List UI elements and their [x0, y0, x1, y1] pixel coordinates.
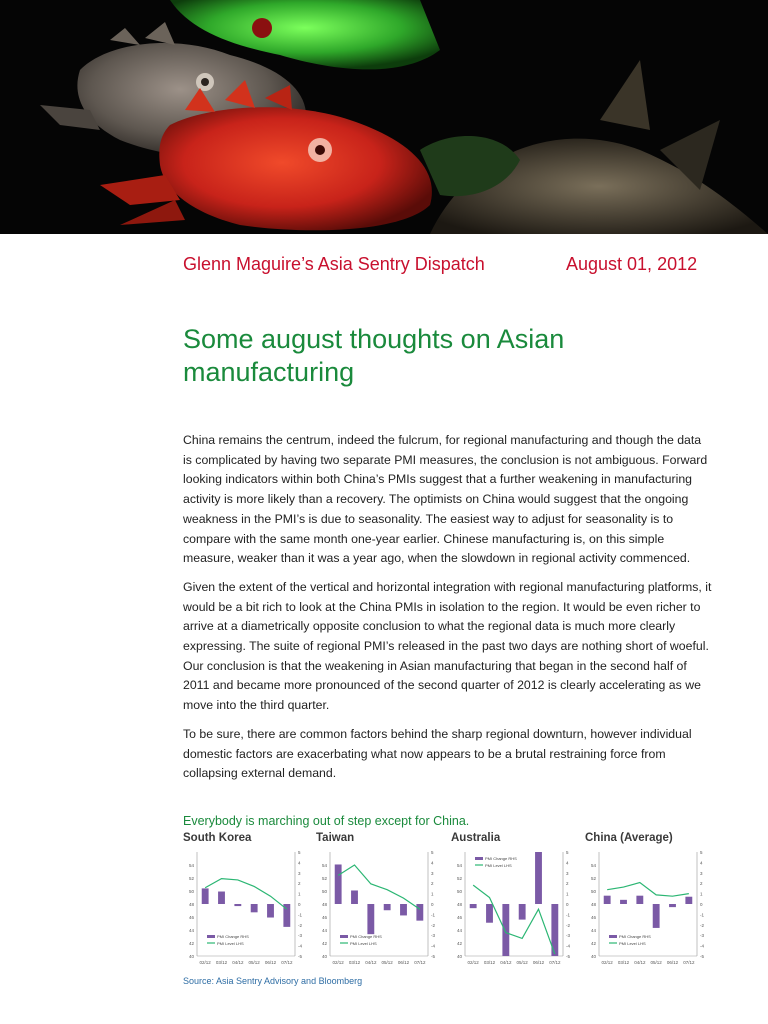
- bar-pmi-change: [620, 900, 627, 904]
- dispatch-name: Glenn Maguire’s Asia Sentry Dispatch: [183, 254, 485, 274]
- legend-label: PMI Level LHS: [350, 941, 377, 946]
- right-tick-label: 3: [431, 870, 434, 876]
- chart-panel-china-average: [585, 832, 715, 972]
- right-tick-label: 5: [298, 850, 301, 855]
- right-tick-label: -2: [700, 922, 705, 928]
- chart-title: South Korea: [183, 832, 252, 844]
- bar-pmi-change: [685, 897, 692, 904]
- right-tick-label: 2: [700, 881, 703, 887]
- left-tick-label: 44: [321, 928, 327, 933]
- right-tick-label: -2: [566, 922, 571, 928]
- right-tick-label: -3: [431, 933, 436, 939]
- x-tick-label: 04/12: [365, 960, 377, 965]
- right-tick-label: 4: [566, 860, 569, 866]
- chart-panel-south-korea: [183, 832, 313, 972]
- paragraph: Given the extent of the vertical and horizontal integration with regional manufacturing platforms, it would be a bit rich to look at the China PMIs in isolation to the region. It would be even richer to arrive at a diametrically opposite conclusion to what the regional data is much more clearly expressing. The suite of regional PMI’s released in the past two days are nothing short of woeful. Our conclusion is that the weakening in Asian manufacturing that began in the second half of 2011 and became more pronounced of the second quarter of 2012 is clearly accelerating as we move into the third quarter.: [183, 579, 712, 713]
- right-tick-label: 2: [566, 881, 569, 887]
- left-tick-label: 50: [188, 889, 194, 894]
- x-tick-label: 05/12: [650, 960, 662, 965]
- chart-panel-australia: [451, 832, 581, 972]
- x-tick-label: 02/12: [332, 960, 344, 965]
- x-tick-label: 04/12: [500, 960, 512, 965]
- left-tick-label: 46: [188, 915, 194, 920]
- left-tick-label: 40: [590, 954, 596, 959]
- left-tick-label: 50: [321, 889, 327, 894]
- left-tick-label: 40: [456, 954, 462, 959]
- left-tick-label: 50: [590, 889, 596, 894]
- left-tick-label: 44: [188, 928, 194, 933]
- left-tick-label: 46: [590, 915, 596, 920]
- right-tick-label: -1: [431, 912, 436, 918]
- right-tick-label: 0: [700, 902, 703, 907]
- right-tick-label: -1: [566, 912, 571, 918]
- left-tick-label: 46: [456, 915, 462, 920]
- left-tick-label: 42: [456, 941, 462, 946]
- left-tick-label: 54: [456, 863, 462, 868]
- right-tick-label: 1: [566, 891, 569, 897]
- left-tick-label: 54: [590, 863, 596, 868]
- right-tick-label: -4: [298, 943, 303, 949]
- chart-caption: Everybody is marching out of step except for China.: [183, 814, 470, 828]
- bar-pmi-change: [400, 904, 407, 915]
- legend-label: PMI Level LHS: [217, 941, 244, 946]
- left-tick-label: 54: [321, 863, 327, 868]
- x-tick-label: 03/12: [483, 960, 496, 965]
- chart-china-average: [585, 846, 715, 972]
- right-tick-label: 0: [431, 902, 434, 907]
- right-tick-label: 4: [700, 860, 703, 866]
- x-tick-label: 05/12: [381, 960, 393, 965]
- bar-pmi-change: [351, 890, 358, 904]
- bar-pmi-change: [604, 896, 611, 904]
- source-note: Source: Asia Sentry Advisory and Bloomberg: [183, 976, 363, 986]
- bar-pmi-change: [267, 904, 274, 918]
- legend-label: PMI Change RHS: [485, 856, 517, 861]
- chart-title: Taiwan: [316, 832, 355, 844]
- right-tick-label: -5: [431, 954, 436, 959]
- chart-australia: [451, 846, 581, 972]
- x-tick-label: 05/12: [248, 960, 260, 965]
- left-tick-label: 52: [456, 876, 462, 881]
- right-tick-label: 3: [566, 870, 569, 876]
- x-tick-label: 03/12: [215, 960, 228, 965]
- left-tick-label: 42: [321, 941, 327, 946]
- left-tick-label: 48: [321, 902, 327, 907]
- hero-image-dragons: [0, 0, 768, 234]
- x-tick-label: 06/12: [397, 960, 410, 965]
- right-tick-label: -3: [566, 933, 571, 939]
- bar-pmi-change: [669, 904, 676, 907]
- right-tick-label: 1: [431, 891, 434, 897]
- right-tick-label: 0: [298, 902, 301, 907]
- left-tick-label: 44: [590, 928, 596, 933]
- x-tick-label: 04/12: [634, 960, 646, 965]
- line-pmi-level: [205, 879, 287, 910]
- right-tick-label: 4: [431, 860, 434, 866]
- x-tick-label: 07/12: [683, 960, 695, 965]
- x-tick-label: 02/12: [601, 960, 613, 965]
- line-pmi-level: [338, 865, 420, 909]
- right-tick-label: -5: [566, 954, 571, 959]
- right-tick-label: 2: [431, 881, 434, 887]
- bar-pmi-change: [502, 904, 509, 956]
- x-tick-label: 07/12: [549, 960, 561, 965]
- legend-swatch-bar: [609, 935, 617, 938]
- bar-pmi-change: [535, 852, 542, 904]
- x-tick-label: 02/12: [199, 960, 211, 965]
- left-tick-label: 44: [456, 928, 462, 933]
- bar-pmi-change: [486, 904, 493, 923]
- legend-swatch-bar: [207, 935, 215, 938]
- left-tick-label: 40: [321, 954, 327, 959]
- legend-label: PMI Change RHS: [619, 934, 651, 939]
- bar-pmi-change: [251, 904, 258, 912]
- chart-title: Australia: [451, 832, 501, 844]
- right-tick-label: -2: [431, 922, 436, 928]
- bar-pmi-change: [367, 904, 374, 934]
- x-tick-label: 06/12: [666, 960, 679, 965]
- bar-pmi-change: [519, 904, 526, 920]
- right-tick-label: 0: [566, 902, 569, 907]
- right-tick-label: 1: [298, 891, 301, 897]
- right-tick-label: -2: [298, 922, 303, 928]
- left-tick-label: 42: [590, 941, 596, 946]
- bar-pmi-change: [416, 904, 423, 921]
- right-tick-label: -3: [700, 933, 705, 939]
- right-tick-label: -4: [431, 943, 436, 949]
- left-tick-label: 52: [321, 876, 327, 881]
- right-tick-label: -3: [298, 933, 303, 939]
- x-tick-label: 05/12: [516, 960, 528, 965]
- bar-pmi-change: [218, 892, 225, 904]
- legend-label: PMI Level LHS: [485, 863, 512, 868]
- bar-pmi-change: [636, 896, 643, 904]
- bar-pmi-change: [653, 904, 660, 928]
- bar-pmi-change: [384, 904, 391, 910]
- left-tick-label: 54: [188, 863, 194, 868]
- x-tick-label: 03/12: [617, 960, 630, 965]
- chart-south-korea: [183, 846, 313, 972]
- legend-label: PMI Change RHS: [350, 934, 382, 939]
- left-tick-label: 42: [188, 941, 194, 946]
- left-tick-label: 48: [456, 902, 462, 907]
- bar-pmi-change: [234, 904, 241, 906]
- line-pmi-level: [607, 883, 689, 897]
- right-tick-label: -5: [700, 954, 705, 959]
- left-tick-label: 50: [456, 889, 462, 894]
- right-tick-label: 3: [700, 870, 703, 876]
- x-tick-label: 06/12: [264, 960, 277, 965]
- legend-swatch-bar: [475, 857, 483, 860]
- dispatch-date: August 01, 2012: [566, 254, 698, 274]
- x-tick-label: 03/12: [348, 960, 361, 965]
- left-tick-label: 48: [188, 902, 194, 907]
- right-tick-label: 5: [566, 850, 569, 855]
- x-tick-label: 07/12: [414, 960, 426, 965]
- left-tick-label: 52: [590, 876, 596, 881]
- right-tick-label: -1: [298, 912, 303, 918]
- right-tick-label: 1: [700, 891, 703, 897]
- legend-label: PMI Change RHS: [217, 934, 249, 939]
- right-tick-label: 5: [431, 850, 434, 855]
- bar-pmi-change: [470, 904, 477, 908]
- right-tick-label: -1: [700, 912, 705, 918]
- article-body: [183, 431, 713, 793]
- article-title: Some august thoughts on Asian manufacturing: [183, 324, 565, 387]
- legend-label: PMI Level LHS: [619, 941, 646, 946]
- x-tick-label: 06/12: [532, 960, 545, 965]
- left-tick-label: 52: [188, 876, 194, 881]
- right-tick-label: -5: [298, 954, 303, 959]
- bar-pmi-change: [335, 864, 342, 904]
- right-tick-label: 2: [298, 881, 301, 887]
- left-tick-label: 46: [321, 915, 327, 920]
- left-tick-label: 40: [188, 954, 194, 959]
- right-tick-label: 3: [298, 870, 301, 876]
- x-tick-label: 07/12: [281, 960, 293, 965]
- line-pmi-level: [473, 885, 555, 954]
- paragraph: China remains the centrum, indeed the fulcrum, for regional manufacturing and though the data is complicated by having two separate PMI measures, the conclusion is not ambiguous. Forward looking indicators within both China’s PMIs suggest that a further weakening in manufacturing activity is more likely than a recovery. The optimists on China would suggest that the ongoing weakness in the PMI’s is due to seasonality. The easiest way to adjust for seasonality is to compare with the same month one-year earlier. Chinese manufacturing is, on this simple measure, weaker than it was a year ago, when the slowdown in regional activity commenced.: [183, 433, 708, 566]
- right-tick-label: 5: [700, 850, 703, 855]
- dragon-sculpture-illustration: [0, 0, 768, 234]
- right-tick-label: -4: [700, 943, 705, 949]
- right-tick-label: 4: [298, 860, 301, 866]
- right-tick-label: -4: [566, 943, 571, 949]
- legend-swatch-bar: [340, 935, 348, 938]
- bar-pmi-change: [202, 888, 209, 904]
- chart-panel-taiwan: [316, 832, 446, 972]
- x-tick-label: 04/12: [232, 960, 244, 965]
- paragraph: To be sure, there are common factors behind the sharp regional downturn, however individual domestic factors are exacerbating what now appears to be a brutal restraining force from collapsing external demand.: [183, 726, 692, 781]
- chart-title: China (Average): [585, 832, 673, 844]
- x-tick-label: 02/12: [467, 960, 479, 965]
- chart-taiwan: [316, 846, 446, 972]
- left-tick-label: 48: [590, 902, 596, 907]
